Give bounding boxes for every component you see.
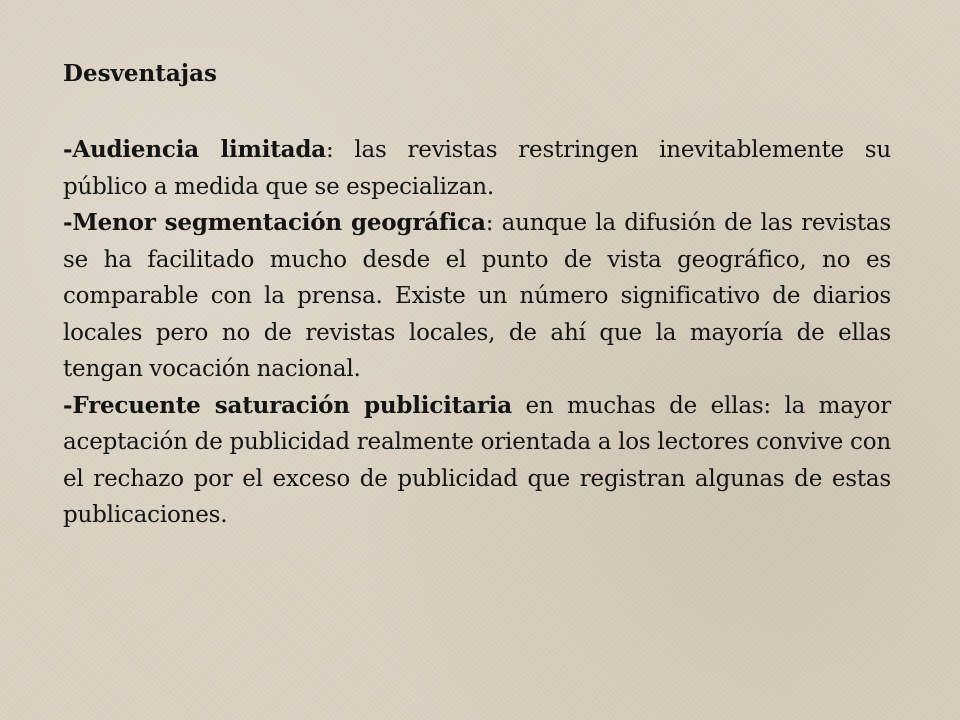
point-text: en muchas de ellas: la mayor aceptación de publicidad realmente orientada a los lectores convive con el rechazo por el exceso de publicidad que registran algunas de estas publicaciones. — [63, 392, 892, 528]
point-separator: : — [485, 210, 494, 236]
point-menor-segmentacion — [63, 205, 891, 388]
point-term: -Frecuente saturación publicitaria — [63, 391, 512, 419]
slide-heading: Desventajas — [63, 60, 217, 87]
point-term: -Menor segmentación geográfica — [63, 209, 486, 236]
point-term: -Audiencia limitada — [63, 136, 326, 163]
point-text: las revistas restringen inevitablemente su público a medida que se especializan. — [63, 137, 891, 200]
slide-content — [63, 56, 891, 534]
point-separator: : — [325, 137, 334, 163]
point-text: aunque la difusión de las revistas se ha facilitado mucho desde el punto de vista geográfico, no es comparable con la prensa. Existe un número significativo de diarios locales pero no de revistas locales, de ahí que la mayoría de ellas tengan vocación nacional. — [63, 210, 891, 382]
point-saturacion-publicitaria — [63, 388, 891, 534]
point-audiencia-limitada — [63, 132, 891, 205]
